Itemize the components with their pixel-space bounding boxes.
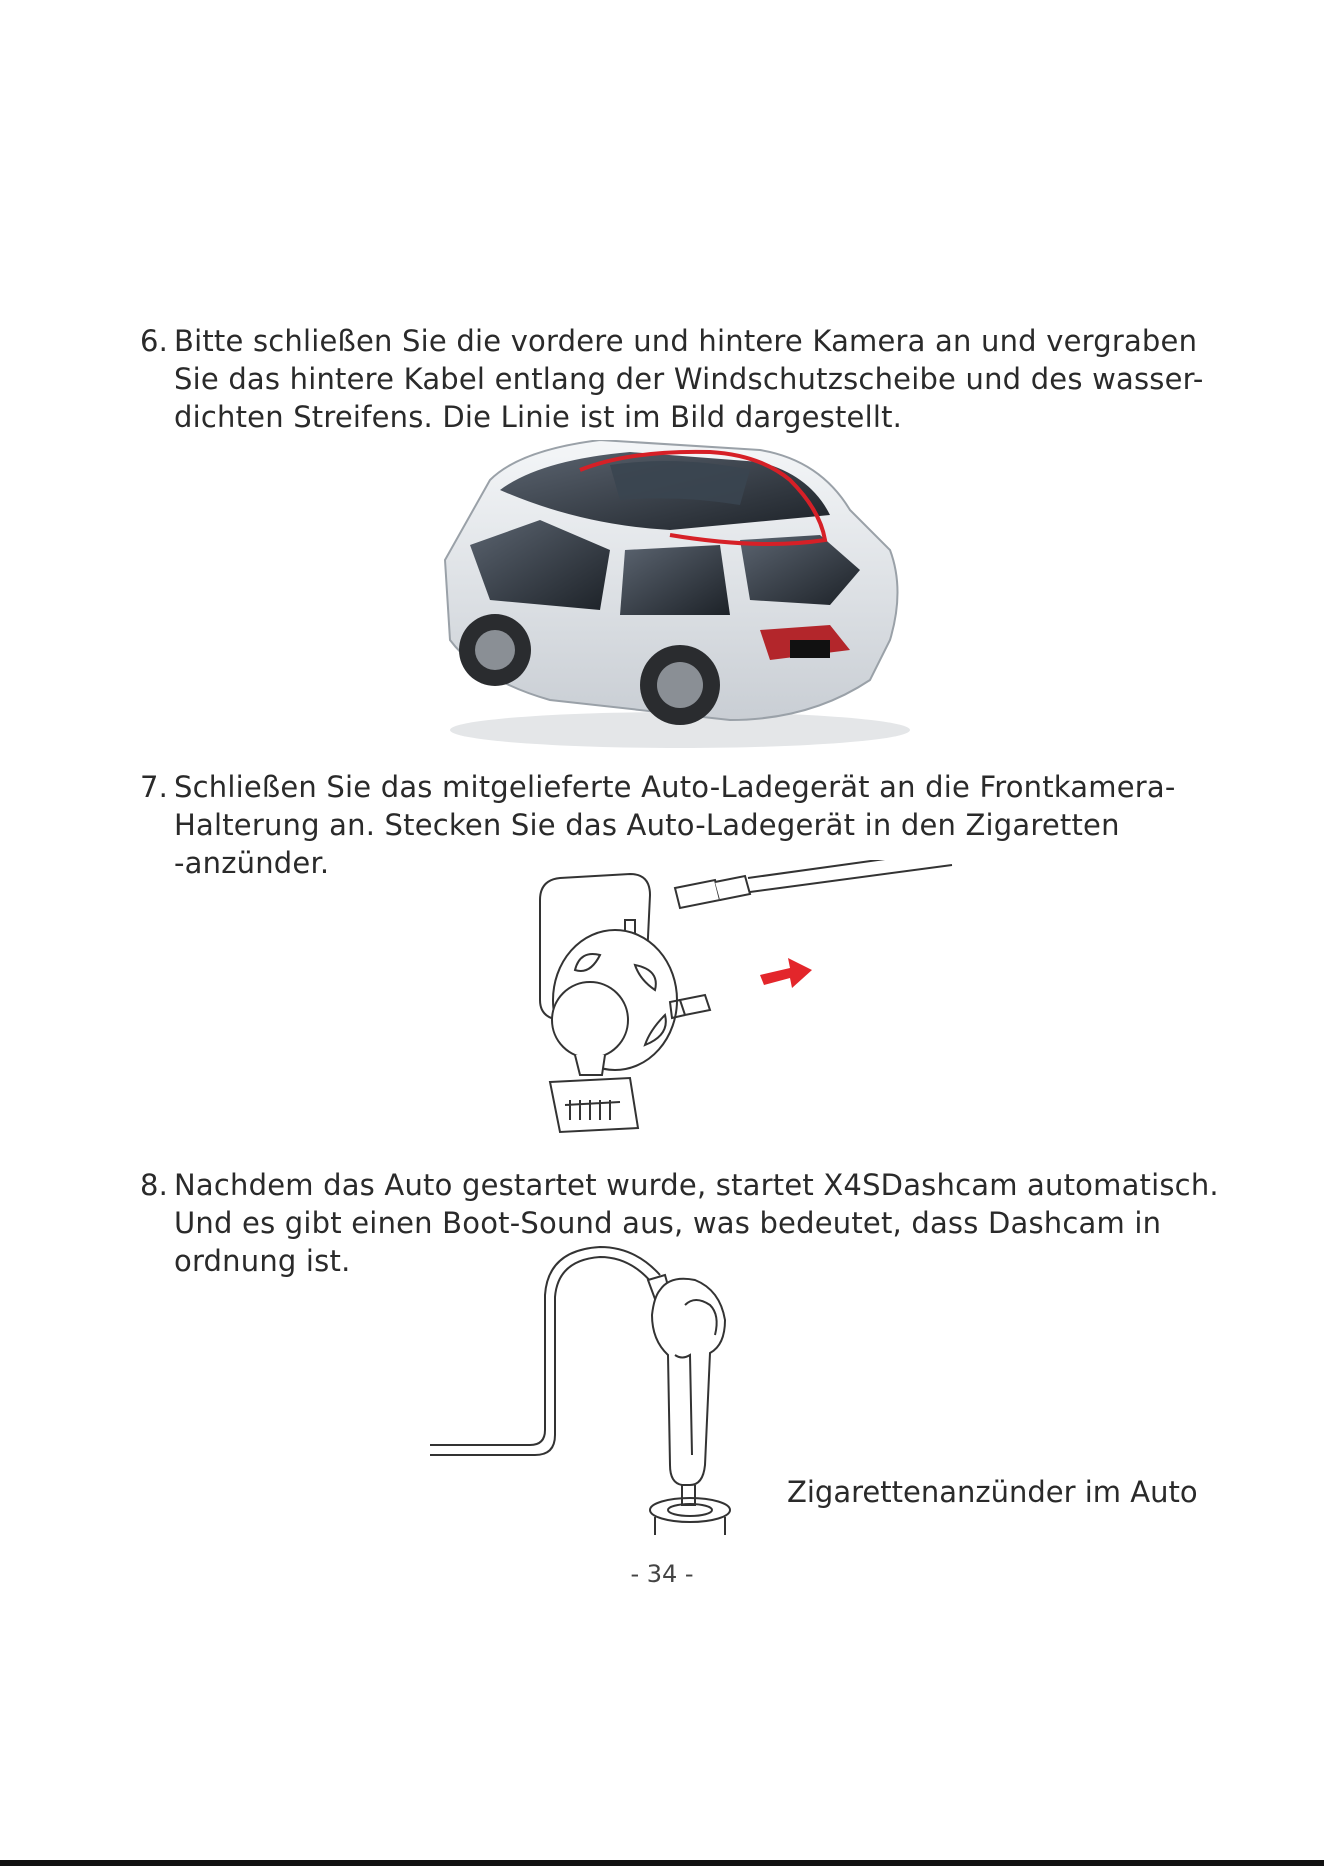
step-line: Schließen Sie das mitgelieferte Auto-Ladegerät an die Frontkamera- (174, 770, 1176, 804)
step-number: 7. (140, 770, 169, 804)
step-line: Halterung an. Stecken Sie das Auto-Ladegerät in den Zigaretten (174, 808, 1120, 842)
camera-mount-charger-illustration (520, 860, 960, 1150)
step-number: 8. (140, 1168, 169, 1202)
step-line: -anzünder. (174, 846, 330, 880)
step-line: ordnung ist. (174, 1244, 351, 1278)
step-line: Und es gibt einen Boot-Sound aus, was bedeutet, dass Dashcam in (174, 1206, 1162, 1240)
step-line: Sie das hintere Kabel entlang der Windschutzscheibe und des wasser- (174, 362, 1204, 396)
step-number: 6. (140, 324, 169, 358)
car-cable-route-illustration (430, 440, 914, 750)
step-text (174, 322, 1204, 436)
step-line: Nachdem das Auto gestartet wurde, startet X4SDashcam automatisch. (174, 1168, 1219, 1202)
step-line: Bitte schließen Sie die vordere und hintere Kamera an und vergraben (174, 324, 1198, 358)
car-charger-illustration (420, 1235, 760, 1535)
page-number: - 34 - (630, 1560, 694, 1588)
bottom-border (0, 1860, 1324, 1866)
cigarette-lighter-caption: Zigarettenanzünder im Auto (787, 1475, 1198, 1509)
step-line: dichten Streifens. Die Linie ist im Bild dargestellt. (174, 400, 903, 434)
